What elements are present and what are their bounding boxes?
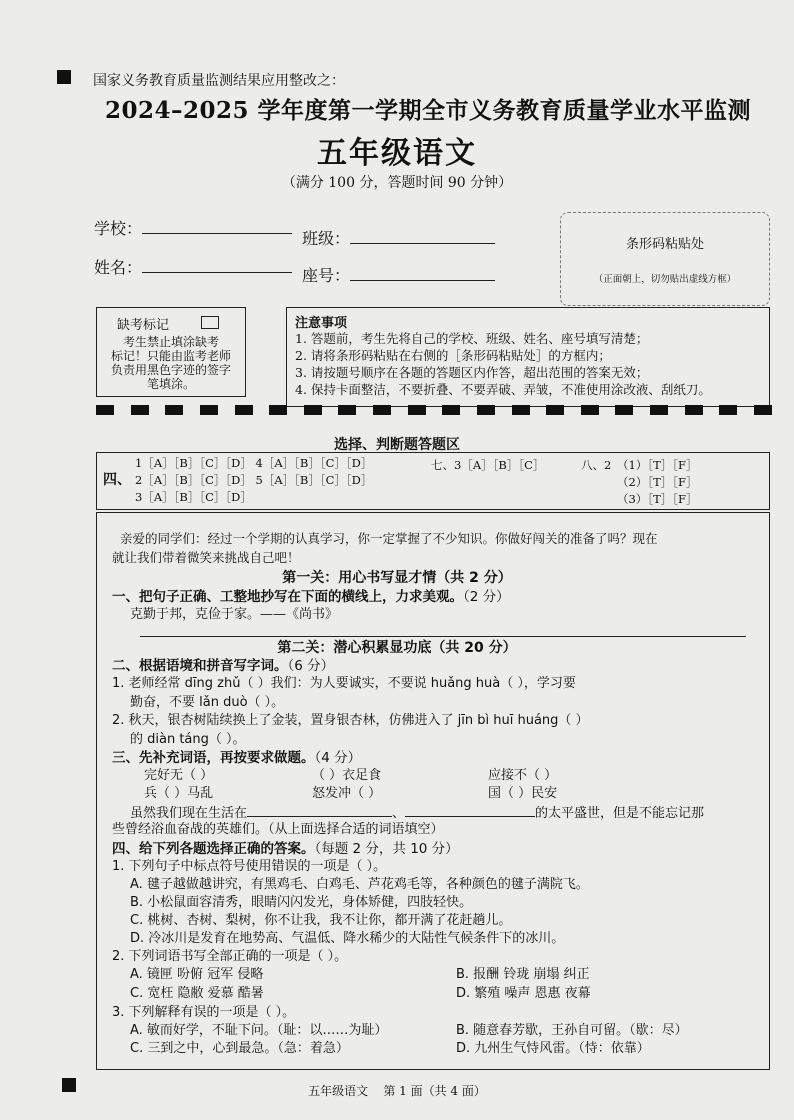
- q4-option: C. 宽枉 隐敝 爱慕 酷暑: [130, 986, 264, 1001]
- q4-3-stem: 3. 下列解释有误的一项是（ ）。: [112, 1005, 296, 1020]
- section7-bubbles[interactable]: 七、3［A］［B］［C］: [431, 458, 545, 472]
- q3-blank[interactable]: [247, 803, 392, 817]
- section8-label: 八、2: [581, 458, 612, 472]
- notice-item: 3. 请按题号顺序在各题的答题区内作答，超出范围的答案无效；: [295, 365, 649, 380]
- q3-word: 国（ ）民安: [488, 786, 558, 801]
- school-field[interactable]: [94, 216, 292, 239]
- q4-option: D. 繁殖 噪声 恩惠 夜幕: [456, 986, 591, 1001]
- q3-word: 应接不（ ）: [488, 768, 558, 783]
- notice-item: 2. 请将条形码粘贴在右侧的［条形码粘贴处］的方框内；: [295, 348, 611, 363]
- q1-title: 一、把句子正确、工整地抄写在下面的横线上，力求美观。（2 分）: [112, 589, 510, 605]
- header-tagline: 国家义务教育质量监测结果应用整改之：: [93, 73, 345, 89]
- class-field[interactable]: [302, 226, 495, 249]
- q2-line: 2. 秋天，银杏树陆续换上了金装，置身银杏林，仿佛进入了 jīn bì huī huáng（ ）: [112, 713, 589, 728]
- q2-line: 勤奋，不要 lǎn duò（ ）。: [130, 695, 285, 710]
- q3-blank[interactable]: [405, 803, 535, 817]
- name-field[interactable]: [94, 255, 292, 278]
- school-label: 学校：: [94, 219, 143, 238]
- q4-option: B. 随意春芳歇，王孙自可留。（歇：尽）: [456, 1023, 688, 1038]
- barcode-title: 条形码粘贴处: [625, 237, 704, 252]
- score-note: （满分 100 分，答题时间 90 分钟）: [281, 175, 513, 191]
- q3-fill-line-2: 些曾经浴血奋战的英雄们。（从上面选择合适的词语填空）: [112, 822, 444, 837]
- q4-2-stem: 2. 下列词语书写全部正确的一项是（ ）。: [112, 949, 348, 964]
- q3-word: 怒发冲（ ）: [312, 786, 382, 801]
- level1-title: 第一关：用心书写显才情（共 2 分）: [282, 570, 512, 586]
- q2-line: 的 diàn táng（ ）。: [130, 732, 246, 747]
- name-label: 姓名：: [94, 258, 143, 277]
- barcode-area: [560, 212, 770, 306]
- seat-field[interactable]: [302, 263, 495, 286]
- notice-box: [286, 307, 770, 407]
- q4-option: A. 敏而好学，不耻下问。（耻：以……为耻）: [130, 1023, 388, 1038]
- absent-mark-box: [96, 307, 246, 397]
- q4-option: B. 报酬 铃珑 崩塌 纠正: [456, 967, 590, 982]
- q3-word: （ ）衣足食: [312, 768, 382, 783]
- q4-option: C. 三到之中，心到最急。（急：着急）: [130, 1041, 349, 1056]
- intro-line: 就让我们带着微笑来挑战自己吧！: [112, 550, 300, 565]
- q4-1-stem: 1. 下列句子中标点符号使用错误的一项是（ ）。: [112, 859, 387, 874]
- barcode-note: （正面朝上，切勿贴出虚线方框）: [593, 274, 737, 285]
- absent-title: 缺考标记: [117, 318, 170, 333]
- q4-option: D. 九州生气恃风雷。（恃：依靠）: [456, 1041, 650, 1056]
- seat-label: 座号：: [302, 266, 351, 285]
- q3-word: 兵（ ）马乱: [144, 786, 214, 801]
- q3-word: 完好无（ ）: [144, 768, 214, 783]
- absent-text: 考生禁止填涂缺考 标记！只能由监考老师 负责用黑色字迹的签字 笔填涂。: [110, 335, 231, 391]
- q2-line: 1. 老师经常 dīng zhǔ（ ）我们：为人要诚实，不要说 huǎng huà（ ），学习要: [112, 676, 576, 691]
- q4-option: D. 冷冰川是发育在地势高、气温低、降水稀少的大陆性气候条件下的冰川。: [130, 931, 565, 946]
- q2-title: 二、根据语境和拼音写字词。（6 分）: [112, 658, 335, 674]
- subject-title: 五年级语文: [317, 136, 477, 171]
- notice-title: 注意事项: [295, 316, 348, 331]
- q1-text: 克勤于邦，克俭于家。——《尚书》: [130, 607, 339, 622]
- level2-title: 第二关：潜心积累显功底（共 20 分）: [277, 640, 517, 656]
- q4-option: A. 镜匣 吩俯 冠军 侵略: [130, 967, 264, 982]
- absent-checkbox[interactable]: [201, 316, 219, 329]
- section4-label: 四、: [103, 472, 131, 488]
- intro-line: 亲爱的同学们：经过一个学期的认真学习，你一定掌握了不少知识。你做好闯关的准备了吗？现在: [120, 531, 658, 546]
- corner-mark-top-left: [57, 70, 71, 84]
- q4-option: B. 小松鼠面容清秀，眼睛闪闪发光，身体矫健，四肢轻快。: [130, 895, 473, 910]
- section8-bubbles[interactable]: （1）［T］［F］ （2）［T］［F］ （3）［T］［F］: [617, 458, 698, 506]
- q3-title: 三、先补充词语，再按要求做题。（4 分）: [112, 750, 362, 766]
- answer-area-title: 选择、判断题答题区: [334, 437, 460, 453]
- notice-item: 1. 答题前，考生先将自己的学校、班级、姓名、座号填写清楚；: [295, 331, 649, 346]
- q4-option: C. 桃树、杏树、梨树，你不让我，我不让你，都开满了花赶趟儿。: [130, 913, 512, 928]
- answer-area-box: [96, 452, 770, 510]
- tear-line: [96, 405, 772, 417]
- class-label: 班级：: [302, 229, 351, 248]
- q1-answer-line[interactable]: [140, 636, 746, 637]
- q4-title: 四、给下列各题选择正确的答案。（每题 2 分，共 10 分）: [112, 841, 459, 857]
- q3-fill-line: 虽然我们现在生活在 、 的太平盛世，但是不能忘记那: [130, 803, 704, 823]
- exam-title: 2024–2025 学年度第一学期全市义务教育质量学业水平监测: [104, 97, 752, 124]
- section4-bubbles[interactable]: 1［A］［B］［C］［D］ 4［A］［B］［C］［D］ 2［A］［B］［C］［D］ 5［A］［B］［C］［D］ 3［A］［B］［C］［D］: [135, 456, 373, 504]
- notice-list: [295, 330, 711, 398]
- page-footer: 五年级语文 第 1 面（共 4 面）: [308, 1084, 486, 1098]
- q4-option: A. 毽子越做越讲究，有黑鸡毛、白鸡毛、芦花鸡毛等，各种颜色的毽子满院飞。: [130, 877, 589, 892]
- notice-item: 4. 保持卡面整洁，不要折叠、不要弄破、弄皱，不准使用涂改液、刮纸刀。: [295, 382, 711, 397]
